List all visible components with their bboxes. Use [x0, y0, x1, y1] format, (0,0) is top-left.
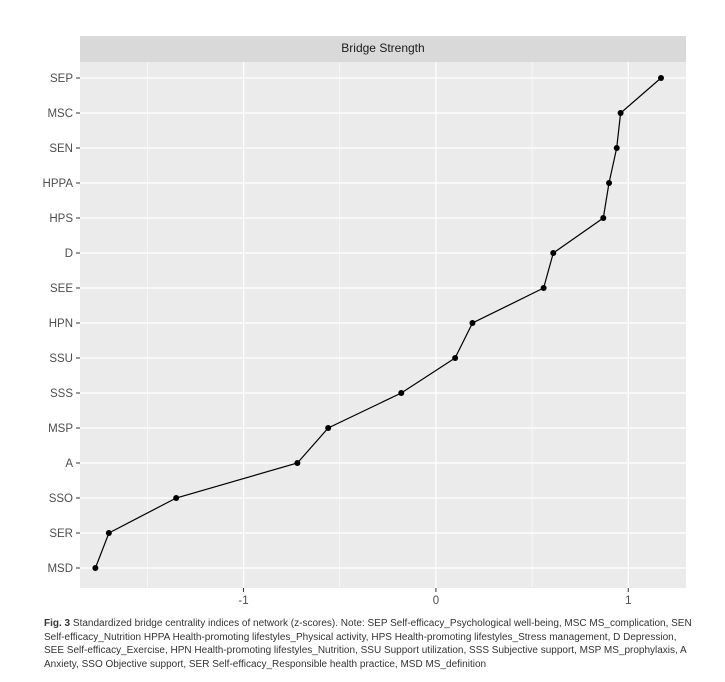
data-point-hps — [600, 215, 606, 221]
data-point-sso — [173, 495, 179, 501]
data-point-d — [550, 250, 556, 256]
y-tick-label: HPN — [48, 318, 73, 330]
y-tick-label: MSC — [47, 108, 73, 120]
y-tick-label: SSU — [49, 353, 73, 365]
y-tick-label: SEP — [49, 73, 73, 85]
y-tick-label: D — [64, 248, 73, 260]
data-point-msc — [618, 110, 624, 116]
y-tick-label: SSS — [49, 388, 73, 400]
y-tick-label: MSP — [48, 423, 73, 435]
data-point-ser — [106, 530, 112, 536]
y-tick-label: A — [65, 458, 73, 470]
data-point-sen — [614, 145, 620, 151]
plot-panel — [80, 62, 686, 588]
facet-strip-title: Bridge Strength — [341, 41, 425, 55]
data-point-hpn — [469, 320, 475, 326]
figure-caption — [44, 617, 694, 671]
data-point-hppa — [606, 180, 612, 186]
y-tick-label: SER — [49, 528, 73, 540]
data-point-sep — [658, 75, 664, 81]
data-point-msp — [325, 425, 331, 431]
y-tick-label: HPS — [49, 213, 73, 225]
caption-text: Standardized bridge centrality indices of network (z-scores). Note: SEP Self-efficacy_Psychological well-being, MSC MS_complication, SEN Self-efficacy_Nutrition HPPA Health-promoting lifestyles_Physical activity, HPS Health-promoting lifestyles_Stress management, D Depression, SEE Self-efficacy_Exercise, HPN Health-promoting lifestyles_Nutrition, SSU Support utilization, SSS Subjective support, MSP MS_prophylaxis, A Anxiety, SSO Objective support, SER Self-efficacy_Responsible health practice, MSD MS_definition — [44, 618, 692, 670]
data-point-a — [294, 460, 300, 466]
y-axis — [43, 73, 80, 575]
data-point-ssu — [452, 355, 458, 361]
figure-label: Fig. 3 — [44, 618, 71, 629]
data-point-sss — [398, 390, 404, 396]
x-axis — [238, 588, 631, 607]
y-tick-label: SEN — [49, 143, 73, 155]
y-tick-label: SEE — [49, 283, 73, 295]
x-tick-label: 1 — [625, 595, 632, 607]
x-tick-label: 0 — [432, 595, 440, 607]
y-tick-label: SSO — [48, 493, 73, 505]
data-point-msd — [92, 565, 98, 571]
y-tick-label: HPPA — [42, 178, 73, 190]
data-point-see — [541, 285, 547, 291]
y-tick-label: MSD — [47, 563, 73, 575]
x-tick-label: -1 — [238, 595, 249, 607]
